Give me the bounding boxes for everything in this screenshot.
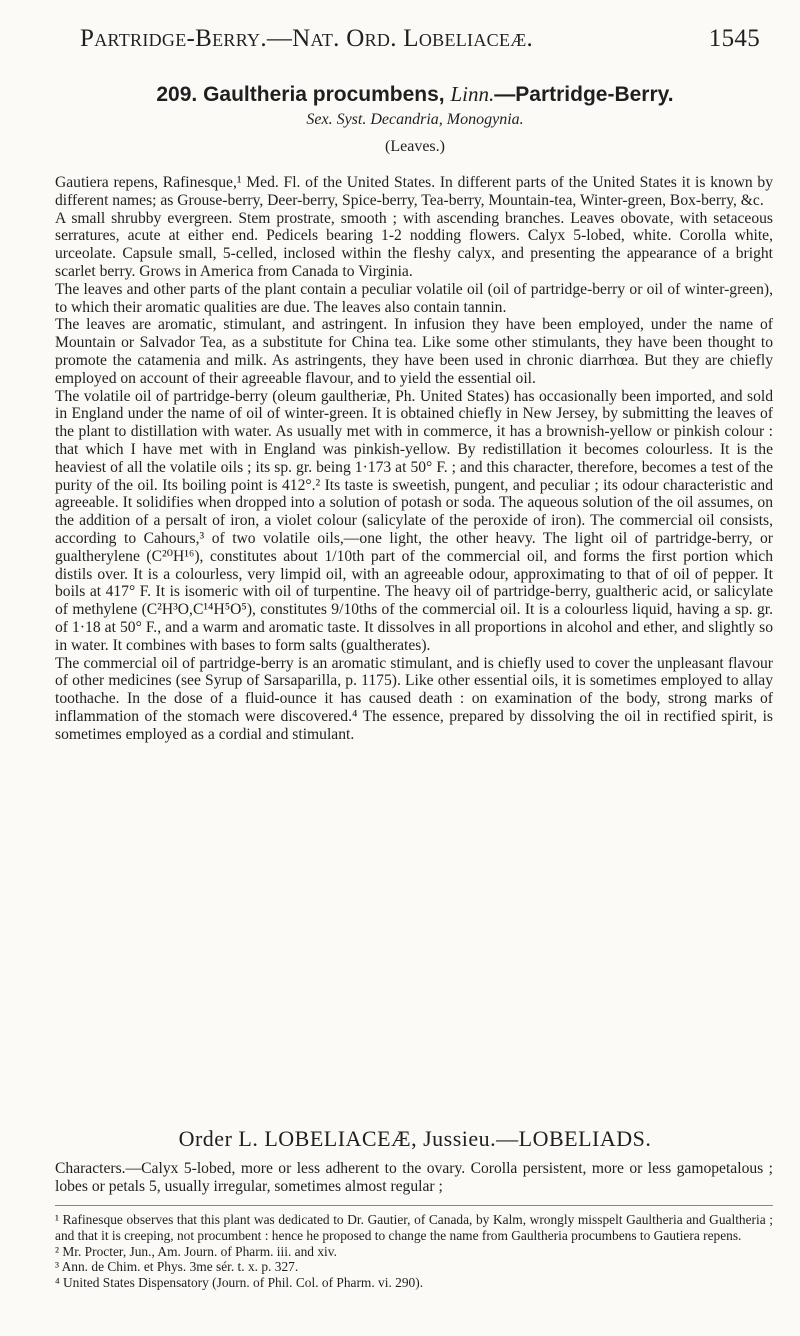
entry-common-name: —Partridge-Berry. bbox=[494, 83, 674, 106]
entry-body bbox=[55, 174, 773, 744]
paragraph: The volatile oil of partridge-berry (oleum gaultheriæ, Ph. United States) has occasionally been imported, and sold in England under the name of oil of winter-green. It is obtained chiefly in New Jersey, by submitting the leaves of the plant to distillation with water. As usually met with in commerce, it has a brownish-yellow or pinkish colour : that which I have met with in England was pinkish-yellow. By redistillation it becomes colourless. It is the heaviest of all the volatile oils ; its sp. gr. being 1·173 at 50° F. ; and this character, therefore, becomes a test of the purity of the oil. Its boiling point is 412°.² Its taste is sweetish, pungent, and peculiar ; its odour characteristic and agreeable. It solidifies when dropped into a solution of potash or soda. The aqueous solution of the oil assumes, on the addition of a persalt of iron, a violet colour (salicylate of the peroxide of iron). The commercial oil consists, according to Cahours,³ of two volatile oils,—one light, the other heavy. The light oil of partridge-berry, or gualtherylene (C²⁰H¹⁶), constitutes about 1/10th part of the commercial oil, and forms the first portion which distils over. It is a colourless, very limpid oil, with an agreeable odour, approximating to that of oil of pepper. It boils at 417° F. It is isomeric with oil of turpentine. The heavy oil of partridge-berry, gualtheric acid, or salicylate of methylene (C²H³O,C¹⁴H⁵O⁵), constitutes 9/10ths of the commercial oil. It is a colourless liquid, having a sp. gr. of 1·18 at 50° F., and a warm and aromatic taste. It dissolves in all proportions in alcohol and ether, and slightly so in water. It combines with bases to form salts (gualtherates). bbox=[55, 387, 773, 654]
order-characters: Characters.—Calyx 5-lobed, more or less adherent to the ovary. Corolla persistent, more or less gamopetalous ; lobes or petals 5, usually irregular, sometimes almost regular ; bbox=[55, 1160, 773, 1195]
footnote: ³ Ann. de Chim. et Phys. 3me sér. t. x. p. 327. bbox=[55, 1259, 299, 1275]
footnote: ² Mr. Procter, Jun., Am. Journ. of Pharm. iii. and xiv. bbox=[55, 1243, 337, 1259]
page-number: 1545 bbox=[708, 25, 760, 52]
order-heading: Order L. LOBELIACEÆ, Jussieu.—LOBELIADS. bbox=[178, 1126, 652, 1151]
footnotes bbox=[55, 1212, 773, 1291]
entry-authority: Linn. bbox=[450, 82, 495, 106]
paragraph: The leaves are aromatic, stimulant, and astringent. In infusion they have been employed, under the name of Mountain or Salvador Tea, as a substitute for China tea. Like some other stimulants, they have been thought to promote the catamenia and milk. As astringents, they have been used in chronic diarrhœa. But they are chiefly employed on account of their agreeable flavour, and to yield the essential oil. bbox=[55, 316, 773, 387]
footnote: ¹ Rafinesque observes that this plant was dedicated to Dr. Gautier, of Canada, by Kalm, wrongly misspelt Gaultheria and Gualtheria ; and that it is creeping, not procumbent : hence he proposed to change the name from Gaultheria procumbens to Gautiera repens. bbox=[55, 1212, 773, 1243]
entry-heading bbox=[55, 80, 775, 109]
paragraph: Gautiera repens, Rafinesque,¹ Med. Fl. of the United States. In different parts of the United States it is known by different names; as Grouse-berry, Deer-berry, Spice-berry, Tea-berry, Mountain-tea, Winter-green, Box-berry, &c. bbox=[55, 174, 773, 209]
footnote-rule bbox=[55, 1205, 773, 1206]
part-used: (Leaves.) bbox=[385, 138, 445, 155]
footnote: ⁴ United States Dispensatory (Journ. of Phil. Col. of Pharm. vi. 290). bbox=[55, 1275, 424, 1291]
running-head-title: Partridge-Berry.—Nat. Ord. Lobeliaceæ. bbox=[80, 25, 534, 52]
entry-number: 209. bbox=[156, 83, 198, 106]
paragraph: A small shrubby evergreen. Stem prostrate, smooth ; with ascending branches. Leaves obovate, with setaceous serratures, acute at either end. Pedicels bearing 1-2 nodding flowers. Calyx 5-lobed, white. Corolla white, urceolate. Capsule small, 5-celled, inclosed within the fleshy calyx, and presenting the appearance of a bright scarlet berry. Grows in America from Canada to Virginia. bbox=[55, 209, 773, 280]
paragraph: The commercial oil of partridge-berry is an aromatic stimulant, and is chiefly used to cover the unpleasant flavour of other medicines (see Syrup of Sarsaparilla, p. 1175). Like other essential oils, it is sometimes employed to allay toothache. In the dose of a fluid-ounce it has caused death : on examination of the body, strong marks of inflammation of the stomach were discovered.⁴ The essence, prepared by dissolving the oil in rectified spirit, is sometimes employed as a cordial and stimulant. bbox=[55, 654, 773, 743]
paragraph: The leaves and other parts of the plant contain a peculiar volatile oil (oil of partridge-berry or oil of winter-green), to which their aromatic qualities are due. The leaves also contain tannin. bbox=[55, 280, 773, 316]
entry-latin-name: Gaultheria procumbens, bbox=[203, 83, 445, 106]
sexual-system: Sex. Syst. Decandria, Monogynia. bbox=[306, 111, 524, 128]
